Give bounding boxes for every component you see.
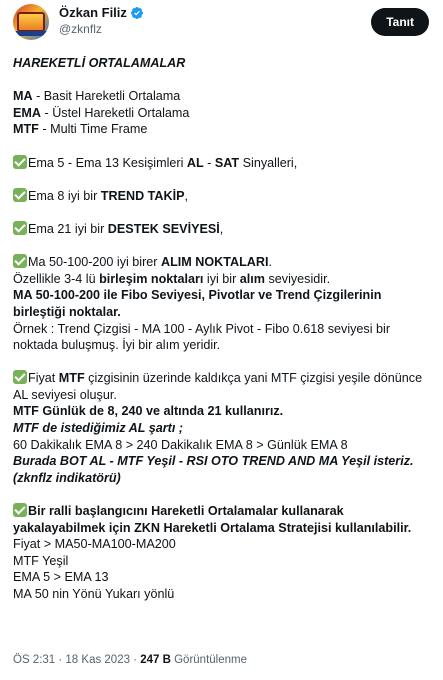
point-rally-strategy: Bir ralli başlangıcını Hareketli Ortalamalar kullanarak (13, 503, 429, 520)
text-line: Örnek : Trend Çizgisi - MA 100 - Aylık Pivot - Fibo 0.618 seviyesi bir (13, 321, 391, 336)
point-ema8: Ema 8 iyi bir TREND TAKİP, (13, 188, 429, 205)
text-line: AL seviyesi oluşur. (13, 387, 117, 402)
point-ema5-ema13: Ema 5 - Ema 13 Kesişimleri AL - SAT Sinyalleri, (13, 155, 429, 172)
check-mark-icon (13, 254, 27, 268)
timestamp[interactable]: ÖS 2:31 · 18 Kas 2023 · (13, 654, 141, 666)
text-line: yakalayabilmek için ZKN Hareketli Ortalama Stratejisi kullanılabilir. (13, 520, 412, 535)
point-mtf: Fiyat MTF çizgisinin üzerinde kaldıkça yani MTF çizgisi yeşile dönünce (13, 370, 429, 387)
tweet-meta (13, 654, 247, 666)
views-label: Görüntülenme (170, 654, 247, 666)
check-mark-icon (13, 221, 27, 235)
author-name[interactable]: Özkan Filiz (59, 5, 127, 20)
point-ema21: Ema 21 iyi bir DESTEK SEVİYESİ, (13, 221, 429, 238)
text-line: 60 Dakikalık EMA 8 > 240 Dakikalık EMA 8 > Günlük EMA 8 (13, 437, 348, 452)
text-line: Özellikle 3-4 lü birleşim noktaları iyi bir alım seviyesidir. (13, 271, 331, 286)
avatar[interactable] (13, 4, 49, 40)
def-ma: MA - Basit Hareketli Ortalama (13, 89, 181, 104)
text-line: (zknflz indikatörü) (13, 470, 121, 485)
def-mtf: MTF - Multi Time Frame (13, 122, 148, 137)
point-ma50-100-200: Ma 50-100-200 iyi birer ALIM NOKTALARI. (13, 254, 429, 271)
text-line: MA 50 nin Yönü Yukarı yönlü (13, 587, 175, 601)
check-mark-icon (13, 503, 27, 517)
check-mark-icon (13, 188, 27, 202)
tweet-header (13, 0, 429, 48)
text-line: MA 50-100-200 ile Fibo Seviyesi, Pivotlar ve Trend Çizgilerinin (13, 288, 382, 303)
avatar-stripe (13, 31, 49, 36)
avatar-logo (17, 12, 45, 32)
def-ema: EMA - Üstel Hareketli Ortalama (13, 105, 190, 120)
tweet-title: HAREKETLİ ORTALAMALAR (13, 56, 186, 70)
follow-button[interactable]: Tanıt (371, 8, 429, 36)
text-line: birleştiği noktalar. (13, 304, 121, 319)
author-block (59, 4, 144, 38)
tweet-text (13, 48, 429, 603)
text-line: MTF Yeşil (13, 553, 69, 568)
text-line: MTF Günlük de 8, 240 ve altında 21 kullanırız. (13, 404, 284, 419)
text-line: MTF de istediğimiz AL şartı ; (13, 421, 184, 436)
verified-badge-icon (130, 6, 144, 20)
check-mark-icon (13, 370, 27, 384)
view-count: 247 B (140, 654, 171, 666)
text-line: Burada BOT AL - MTF Yeşil - RSI OTO TREND AND MA Yeşil isteriz. (13, 454, 414, 469)
text-line: Fiyat > MA50-MA100-MA200 (13, 537, 176, 552)
text-line: EMA 5 > EMA 13 (13, 570, 109, 585)
author-handle[interactable]: @zknflz (59, 22, 102, 36)
text-line: noktada buluşmuş. İyi bir alım yeridir. (13, 338, 221, 353)
check-mark-icon (13, 155, 27, 169)
